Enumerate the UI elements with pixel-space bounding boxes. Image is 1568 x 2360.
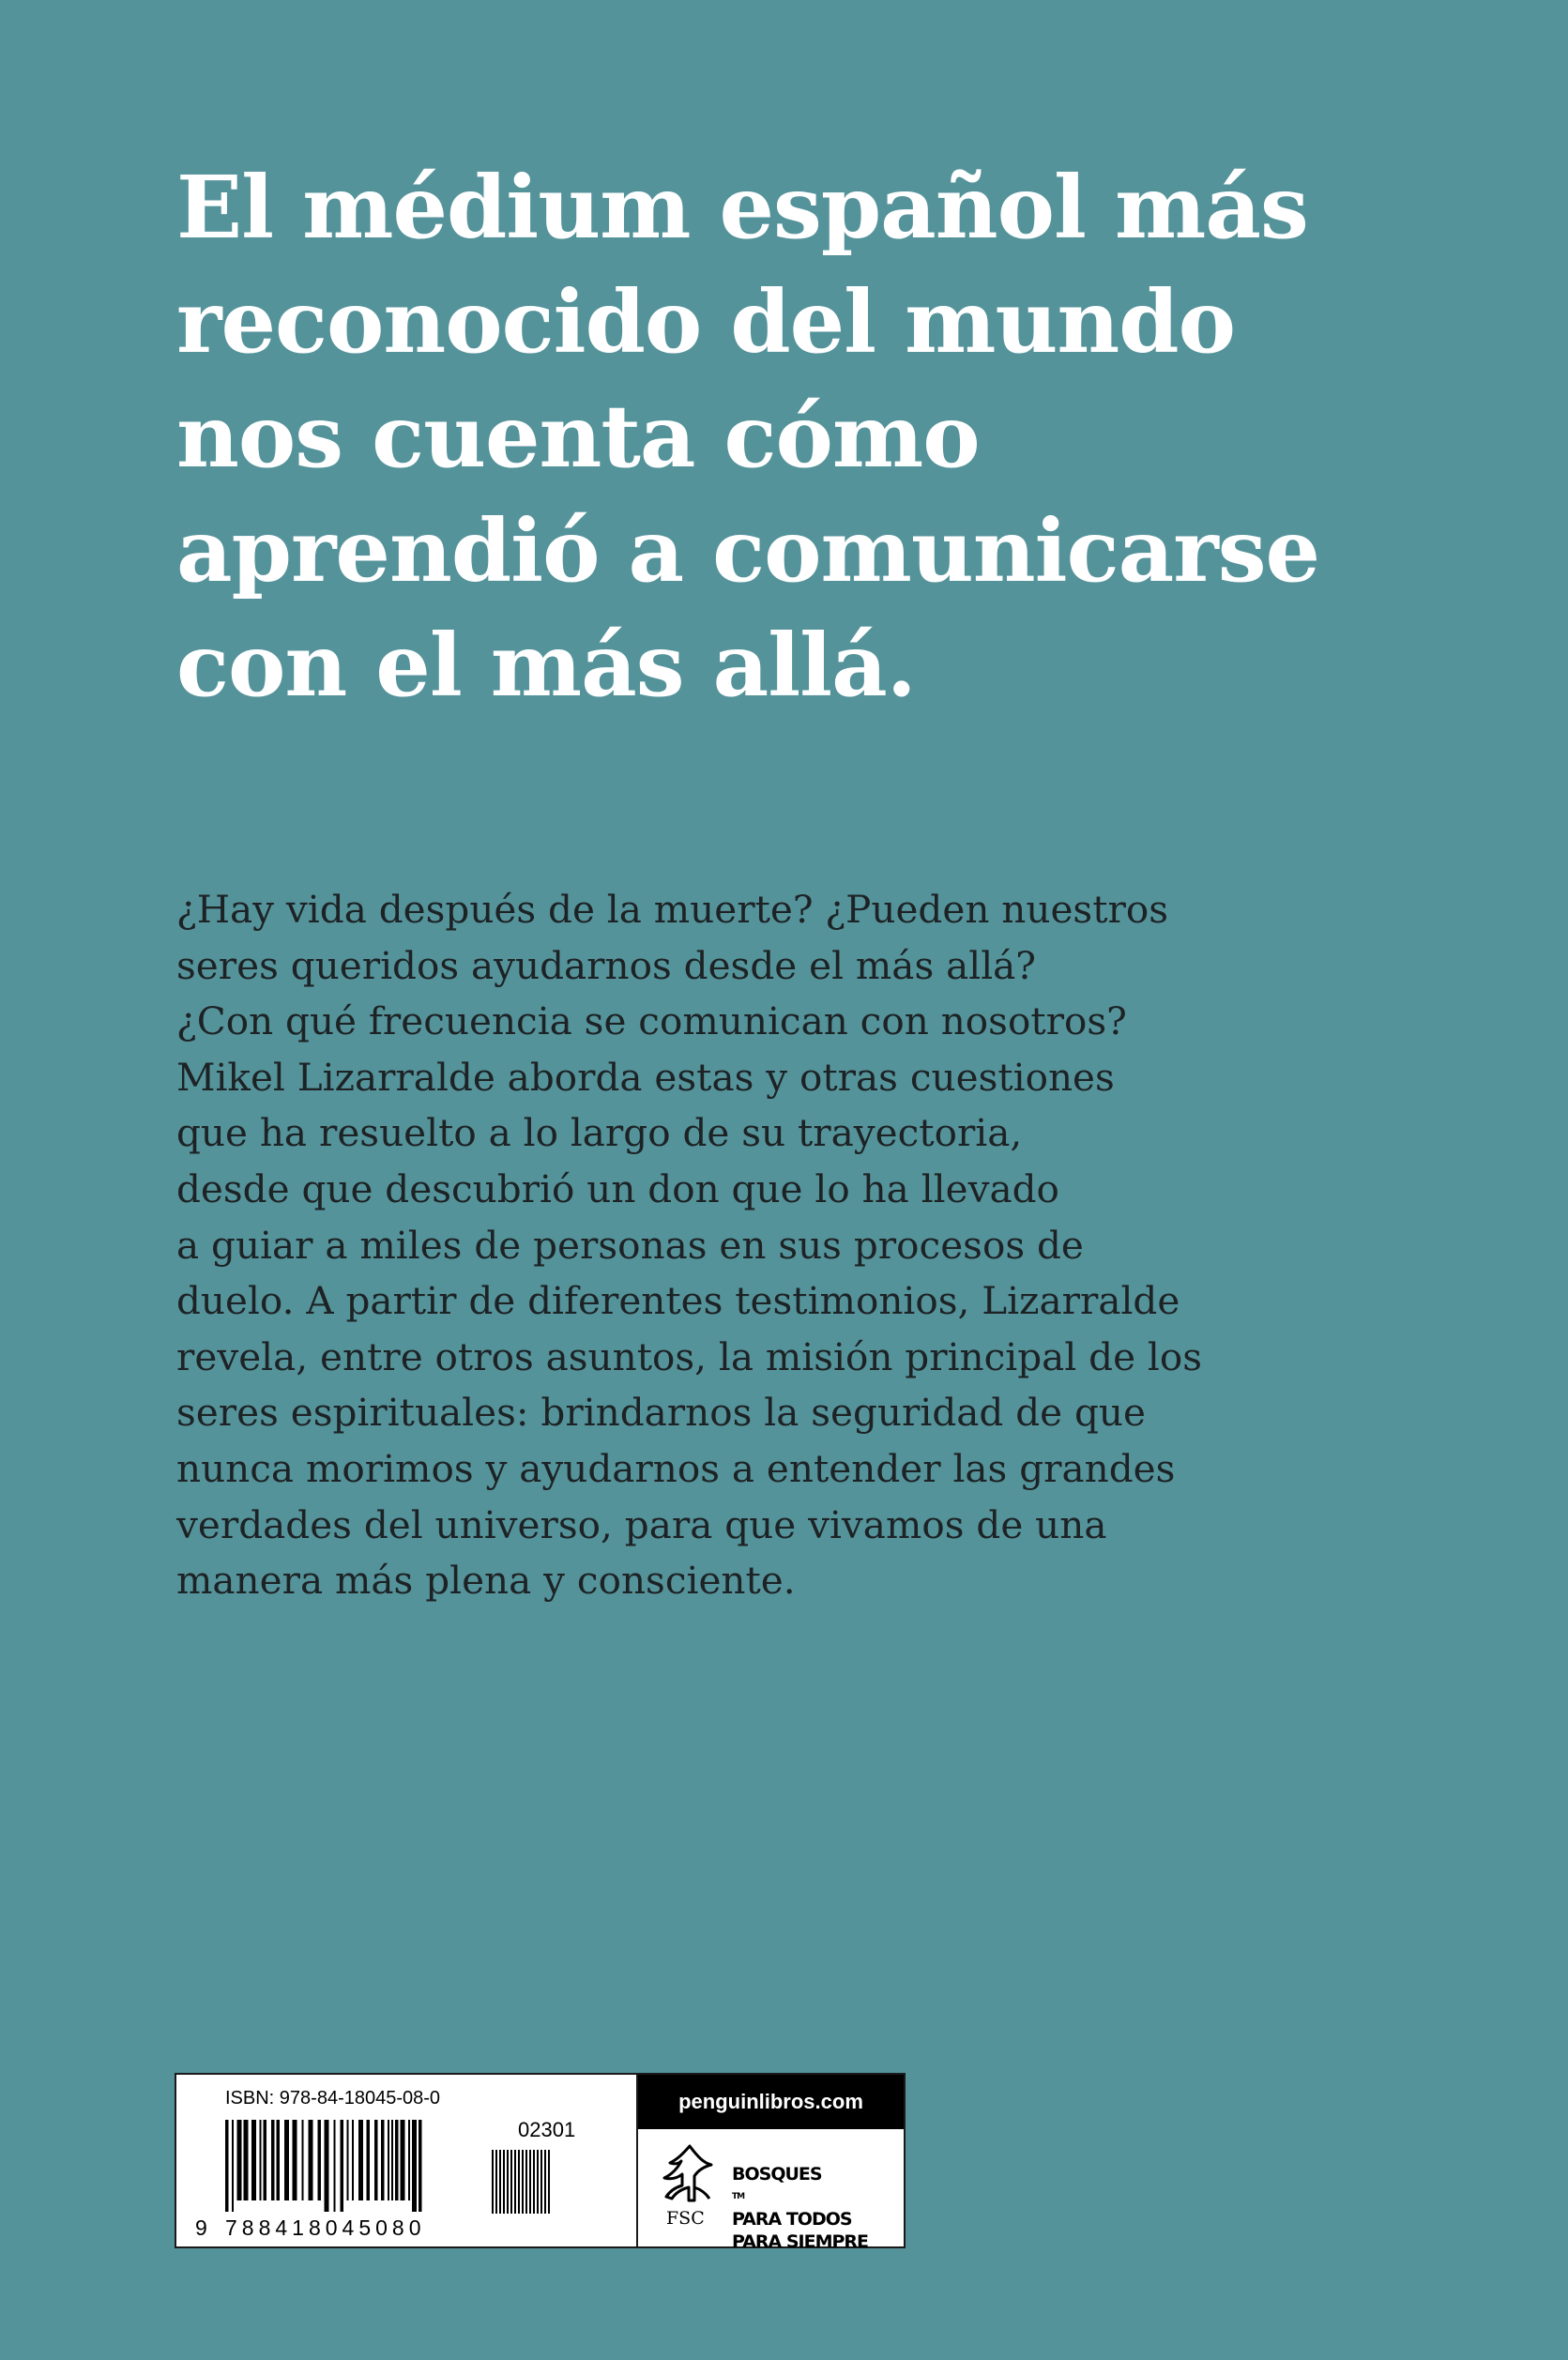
barcode-bar [341, 2120, 344, 2212]
fsc-panel [638, 2073, 906, 2252]
barcode-bar [499, 2150, 501, 2214]
barcode-bar [264, 2120, 267, 2200]
barcode-panel [175, 2073, 638, 2248]
barcode-bar [318, 2120, 322, 2200]
synopsis-line: ¿Con qué frecuencia se comunican con nosotros? [176, 998, 1127, 1044]
barcode-bar [347, 2120, 349, 2200]
barcode-bar [358, 2120, 363, 2200]
barcode-bar [302, 2120, 304, 2200]
barcode-bar [525, 2150, 527, 2214]
headline-line: aprendió a comunicarse [176, 500, 1320, 601]
barcode-bar [518, 2150, 520, 2214]
synopsis-line: revela, entre otros asuntos, la misión principal de los [176, 1333, 1203, 1379]
barcode-bar [225, 2120, 229, 2212]
fsc-tree-logo-icon [657, 2142, 723, 2208]
synopsis-line: manera más plena y consciente. [176, 1558, 796, 1604]
barcode-bar [271, 2120, 275, 2200]
synopsis-line: duelo. A partir de diferentes testimonios, Lizarralde [176, 1278, 1180, 1324]
headline-line: reconocido del mundo [176, 271, 1235, 373]
synopsis-line: desde que descubrió un don que lo ha llevado [176, 1165, 1059, 1211]
barcode-bar [533, 2150, 535, 2214]
publisher-website: penguinlibros.com [638, 2075, 904, 2129]
synopsis-line: seres queridos ayudarnos desde el más allá? [176, 942, 1037, 988]
fsc-label: FSC [666, 2208, 705, 2229]
barcode-first-digit: 9 [195, 2215, 209, 2240]
barcode-bar [244, 2120, 249, 2200]
synopsis-line: que ha resuelto a lo largo de su trayectoria, [176, 1110, 1023, 1156]
barcode-bar [495, 2150, 497, 2214]
barcode-bar [391, 2120, 393, 2200]
barcode-digit-group: 788418045080 [225, 2215, 426, 2240]
barcode-bar [503, 2150, 505, 2214]
barcode-bar [510, 2150, 512, 2214]
fsc-slogan-line: PARA SIEMPRE [732, 2231, 869, 2252]
headline-line: nos cuenta cómo [176, 386, 980, 487]
barcode-bar [529, 2150, 531, 2214]
synopsis-line: Mikel Lizarralde aborda estas y otras cuestiones [176, 1054, 1115, 1100]
barcode-bar [548, 2150, 550, 2214]
fsc-slogan-word: BOSQUES [732, 2164, 822, 2185]
barcode-bar [251, 2120, 256, 2200]
barcode-bar [284, 2120, 289, 2200]
barcode-bar [325, 2120, 329, 2212]
barcode-bar [419, 2120, 422, 2212]
barcode-bar [352, 2120, 354, 2200]
fsc-slogan [732, 2163, 868, 2253]
barcode-bar [514, 2150, 516, 2214]
synopsis-line: ¿Hay vida después de la muerte? ¿Pueden nuestros [176, 887, 1168, 932]
barcode-bars [225, 2120, 450, 2212]
barcode-bar [388, 2120, 389, 2200]
synopsis [176, 882, 1396, 1609]
synopsis-line: nunca morimos y ayudarnos a entender las grandes [176, 1445, 1176, 1491]
fsc-slogan-line: PARA TODOS [732, 2209, 852, 2230]
synopsis-line: a guiar a miles de personas en sus procesos de [176, 1222, 1084, 1268]
barcode-bar [309, 2120, 313, 2200]
trademark-mark: TM [732, 2192, 745, 2201]
headline-line: con el más allá. [176, 615, 916, 716]
barcode-bar [412, 2120, 417, 2212]
barcode-bar [537, 2150, 539, 2214]
barcode-bar [277, 2120, 281, 2200]
barcode-bar [544, 2150, 546, 2214]
barcode-bar [237, 2120, 242, 2200]
barcode-bar [395, 2120, 399, 2200]
barcode-bar [492, 2150, 494, 2214]
barcode-bar [367, 2120, 371, 2200]
fsc-slogan-line [732, 2163, 868, 2208]
barcode-addon-number: 02301 [518, 2118, 576, 2141]
synopsis-line: verdades del universo, para que vivamos de una [176, 1501, 1107, 1547]
headline [176, 150, 1396, 723]
barcode-bar [522, 2150, 524, 2214]
barcode-bar [260, 2120, 262, 2200]
barcode-bar [381, 2120, 385, 2200]
barcode-bar [374, 2120, 378, 2200]
isbn-label: ISBN: 978-84-18045-08-0 [225, 2088, 441, 2109]
barcode-bar [401, 2120, 405, 2200]
barcode-bar [334, 2120, 336, 2212]
barcode-bar [232, 2120, 234, 2212]
barcode-addon-bars [492, 2150, 602, 2225]
barcode-bar [507, 2150, 509, 2214]
barcode-bar [293, 2120, 297, 2200]
headline-line: El médium español más [176, 157, 1308, 258]
barcode-bar [540, 2150, 542, 2214]
barcode-bar [408, 2120, 410, 2200]
synopsis-line: seres espirituales: brindarnos la seguridad de que [176, 1390, 1146, 1436]
